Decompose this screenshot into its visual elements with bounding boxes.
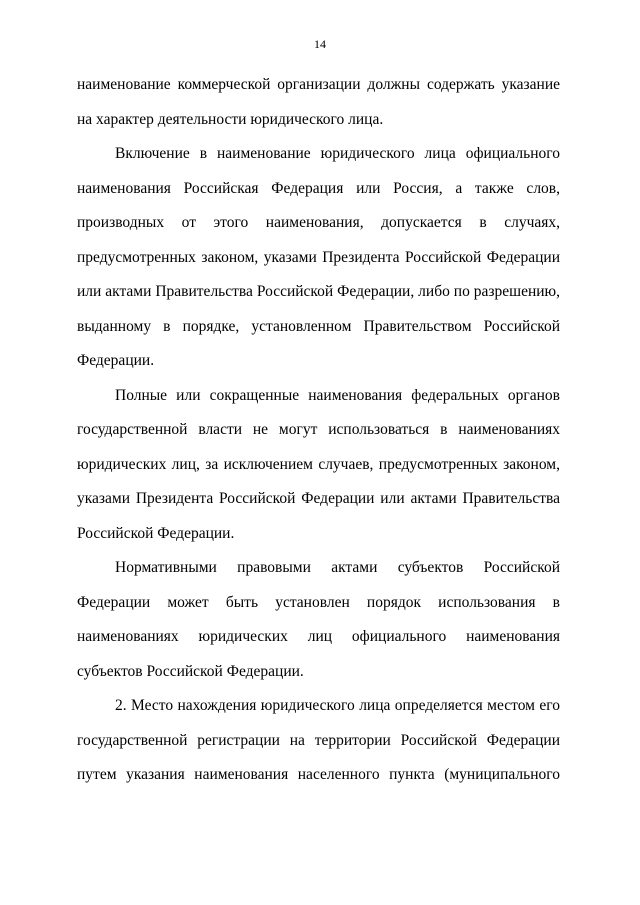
paragraph-regional-acts: Нормативными правовыми актами субъектов Российской Федерации может быть установлен порядок использования в наименованиях юридических лиц официального наименования субъектов Российской Федерации. xyxy=(77,559,560,680)
paragraph-federal-bodies: Полные или сокращенные наименования федеральных органов государственной власти не могут использоваться в наименованиях юридических лиц, за исключением случаев, предусмотренных законом, указами Президента Российской Федерации или актами Правительства Российской Федерации. xyxy=(77,386,560,542)
paragraph-continuation: наименование коммерческой организации должны содержать указание на характер деятельности юридического лица. xyxy=(77,76,560,128)
paragraph-location: 2. Место нахождения юридического лица определяется местом его государственной регистрации на территории Российской Федерации путем указания наименования населенного пункта (муниципального xyxy=(77,697,560,783)
page-number: 14 xyxy=(314,37,326,51)
paragraph-official-name: Включение в наименование юридического лица официального наименования Российская Федерация или Россия, а также слов, производных от этого наименования, допускается в случаях, предусмотренных законом, указами Президента Российской Федерации или актами Правительства Российской Федерации, либо по разрешению, выданному в порядке, установленном Правительством Российской Федерации. xyxy=(77,145,560,369)
document-body xyxy=(77,68,560,793)
